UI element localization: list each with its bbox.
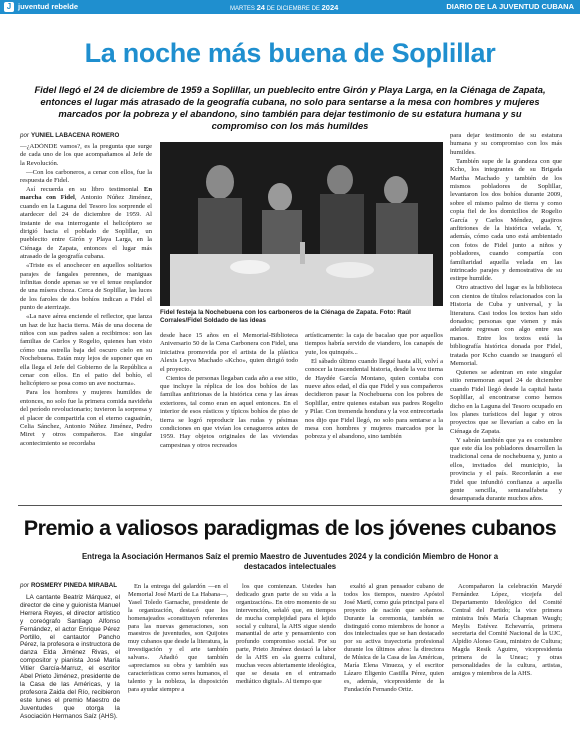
article-column-4: para dejar testimonio de su estatura humana y su compromiso con los más humildes. También supe de la grandeza con que Kcho, los integrantes de su Brigada Martha Machado y también de los mismos pobladores de Soplillar, levantaron los dos bohíos durante 2009, sobre el mismo palmo de tierra y como copia fiel de los domicilios de Rogelio García y Carlos Méndez, guajiros anfitriones de la histórica velada. Y, además, cómo cada uno está ambientado con fotos de Fidel junto a niños y pobladores, cuando compartía con familiaridad aquella velada en las intrincado parajes y demostrativa de su estirpe humilde. Otro atractivo del lugar es la biblioteca con cientos de títulos relacionados con la Historia de Cuba y universal, y la literatura. Casi todos los textos han sido donados; personas que vienen y más adelante regresan con algo entre sus manos. Entre los textos está la bibliografía histórica donada por Fidel, tratada por Kcho cuando se inauguró el Memorial. Quienes se adentran en este singular sitio rememoran aquel 24 de diciembre cuando Fidel llegó desde la capital hasta Soplillar, al encontrarse como hemos dicho en la Laguna del Tesoro ocupado en los planes turísticos del lugar y otros proyectos que se llevarían a cabo en la Ciénaga de Zapata. Y sabrán también que ya es costumbre que este día los pobladores desarrollen la tradicional cena de nochebuena y, junto a ellos, invitados del municipio, la provincia y el país. Recordarán a ese Fidel que infundió confianza a aquella gente sencilla, semianalfabeta y desamparada durante muchos años. [450,132,562,502]
article-column-2: desde hace 15 años en el Memorial-Biblioteca Aniversario 50 de la Cena Carbonera con Fidel, una iniciativa promovida por el artista de la plástica Alexis Leyva Machado «Kcho», quien dirigió todo el proyecto. Cientos de personas llegaban cada año a ese sitio, que incluye la réplica de los dos bohíos de las familias anfitrionas de la histórica cena y las áreas exteriores, tal como eran en aquel entonces. En el interior de esos rústicos y típicos bohíos de piso de tierra se logró reproducir las rudas y pésimas condiciones en que vivían los cenagueros antes de 1959. Hay objetos originales de las viviendas campesinas y otros recreados [160,332,298,449]
book-title: En marcha con Fidel [20,186,152,202]
article-column-1: —¿ADÓNDE vamos?, es la pregunta que surge de cada uno de los que acompañamos al Jefe de la Revolución. —Con los carboneros, a cenar con ellos, fue la respuesta de Fidel. Así recuerda en su libro testimonial En marcha con Fidel, Antonio Núñez Jiménez, cuando en la Laguna del Tesoro los sorprende el atardecer del 24 de diciembre de 1959. Al instante de esa interrogante el helicóptero se dirigió hacia el poblado de Soplillar, un pueblecito entre Girón y Playa Larga, en la Ciénaga de Zapata, entonces el lugar más atrasado de la geografía cubana. «Triste es el anochecer en aquellos solitarios parajes de fangales perennes, de maniguas infinitas donde apenas se ve el tenue resplandor de una mísera choza. Cerca de Soplillar, las luces de los faroles de dos bohíos indican a Fidel el punto de aterrizaje. «La nave aérea enciende el reflector, que lanza un haz de luz hacia tierra. Más de una docena de niños con sus padres salen a recibirnos: son las familias de Carlos y Rogelio, quienes han visto cómo una estrella baja del oscuro cielo en su Nochebuena. Están muy lejos de suponer que en ella llega el Jefe del Gobierno de la República a cenar con ellos. En el patio del bohío, el helicóptero se posa como un ave nocturna». Para los hombres y mujeres humildes de entonces, no solo fue la primera comida navideña del período revolucionario; tuvieron la sorpresa y el placer de compartirla con el eterno caguairán, Celia Sánchez, Antonio Núñez Jiménez, Pedro Miret y otros compañeros. Ese singular acontecimiento se recordaba [20,143,152,447]
article2-column-3: los que comienzan. Ustedes han dedicado gran parte de su vida a la organización». En otro momento de su intervención, señaló que, en tiempos de mucha complejidad para el lejido social y cultural, la AHS sigue siendo manantial de arte y pensamiento con profundo compromiso social. Por su parte, Prieto Jiménez destacó la labor de la AHS en «la guerra cultural, muchas veces abiertamente ideológica, que se desata en el entramado mediático digital». Al tiempo que [236,583,336,685]
newspaper-header [0,0,580,14]
photo-caption: Fidel festeja la Nochebuena con los carboneros de la Ciénaga de Zapata. Foto: Raúl Corrales/Fidel Soldado de las ideas [160,309,411,324]
publication-name: juventud rebelde [18,2,79,11]
newspaper-logo-icon: J [4,2,14,12]
article-title: La noche más buena de Soplillar [84,38,496,68]
newspaper-slogan: DIARIO DE LA JUVENTUD CUBANA [446,2,574,11]
article-photo [160,142,443,306]
photo-illustration-icon [160,142,443,306]
article2-column-5: Acompañaron la celebración Marydé Fernández López, vicejefa del Departamento Ideológico del Comité Central del Partido; la vice primera ministra Inés María Chapman Waugh; Meylis Estévez Echevarría, primera secretaria del Comité Nacional de la UJC, Alpidio Alonso Grau, ministro de Cultura; Magda Resik Aguirre, vicepresidenta primera de la Uneac; y otras personalidades de la cultura, artistas, amigos y miembros de la AHS. [452,583,562,677]
article-byline: por YUNIEL LABACENA ROMERO [20,132,120,139]
article-lead: Fidel llegó el 24 de diciembre de 1959 a Soplillar, un pueblecito entre Girón y Playa Larga, en la Ciénaga de Zapata, entonces el lugar más atrasado de la geografía cubana, no solo para sentarse a la mesa con hombres y mujeres marcados por la pobreza y el abandono, sino también para dejar testimonio de su estatura humana y su compromiso con los más humildes [34,84,546,131]
article2-title: Premio a valiosos paradigmas de los jóvenes cubanos [23,516,557,540]
article2-column-1: LA cantante Beatriz Márquez, el director de cine y guionista Manuel Herrera Reyes, el director artístico y coreógrafo Santiago Alfonso Fernández, el actor Enrique Pérez Portillo, el cantautor Pancho Pérez, la profesora e instructora de danza Elda Jiménez Rivas, el compositor y pianista José María Vitier García-Marruz, el escritor Abel Prieto Jiménez, presidente de la Casa de las Américas, y la profesora Zaida del Río, recibieron este lunes el premio Maestro de Juventudes que otorga la Asociación Hermanos Saíz (AHS). [20,594,120,720]
article2-column-4: exaltó al gran pensador cubano de todos los tiempos, nuestro Apóstol José Martí, como guía principal para el proyecto de nación que soñamos. Durante la ceremonia, también se distinguió como miembros de honor a dos intelectuales que se han destacado por su activa trayectoria profesional durante los últimos años: la directora de Música de la Casa de las Américas, María Elena Vinueza, y el escritor Lázaro Eligenio Castilla Pérez, quien es, además, vicepresidente de la Fundación Fernando Ortiz. [344,583,444,693]
issue-date: MARTES 24 DE DICIEMBRE DE 2024 [230,3,339,12]
article2-lead: Entrega la Asociación Hermanos Saíz el premio Maestro de Juventudes 2024 y la condición Miembro de Honor a destacados intelectuales [81,552,499,571]
article2-column-2: En la entrega del galardón —en el Memorial José Martí de La Habana—, Yasel Toledo Garnache, presidente de la organización, destacó que los homenajeados «constituyen referentes para las nuevas generaciones, son maestros de juventudes, son Quijotes muy cubanos que desde la literatura, la investigación y el arte también salvan». Añadió que también «apreciamos su obra y también sus características como seres humanos, el talento y la nobleza, la disposición para ayudar siempre a [128,583,228,693]
article2-byline: por ROSMERY PINEDA MIRABAL [20,582,118,589]
section-divider [18,505,562,506]
article-column-3: artísticamente: la caja de bacalao que por aquellos tiempos habría servido de viandero, los canapés de yute, los quinqués... El sábado último cuando llegué hasta allí, volví a conocer la trascendental historia, desde la voz tierna de Haydée García Montano, quien contaba con nueve años edad, el día que Fidel y sus compañeros decidieron pasar la Nochebuena con los pobres de Soplillar, entre quienes estaban sus padres Rogelio y Pilar. Con tremenda hondura y la voz entrecortada nos dijo que Fidel llegó, no solo para sentarse a la mesa con hombres y mujeres marcados por la pobreza y el abandono, sino también [305,332,443,441]
column-1-paragraph-book: Así recuerda en su libro testimonial En marcha con Fidel, Antonio Núñez Jiménez, cuando en la Laguna del Tesoro los sorprende el atardecer del 24 de diciembre de 1959. Al instante de esa interrogante el helicóptero se dirigió hacia el poblado de Soplillar, un pueblecito entre Girón y Playa Larga, en la Ciénaga de Zapata, entonces el lugar más atrasado de la geografía cubana. [20,186,152,261]
